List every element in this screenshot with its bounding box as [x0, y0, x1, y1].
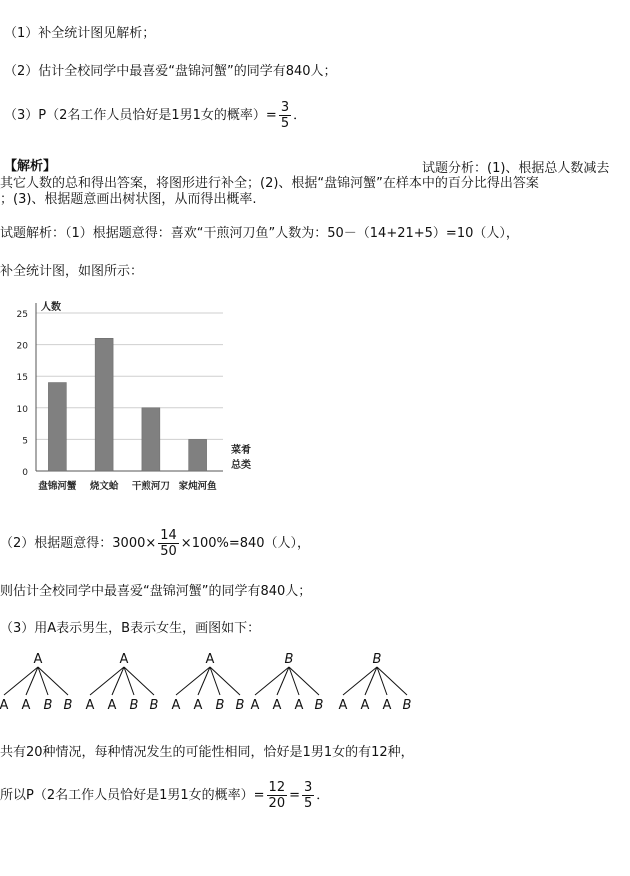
- bar: [48, 383, 66, 471]
- tree-branch: [112, 667, 124, 695]
- answer-2: （2）估计全校同学中最喜爱“盘锦河蟹”的同学有840人；: [4, 64, 337, 79]
- x-tick-label: 盘锦河蟹: [38, 481, 77, 492]
- y-tick-label: 5: [22, 436, 28, 447]
- fraction: $\frac{12}{20}$: [268, 780, 286, 811]
- tree-leaf-label: B: [149, 698, 159, 713]
- solution-6: 共有20种情况，每种情况发生的可能性相同，恰好是1男1女的有12种，: [0, 745, 414, 760]
- tree-root-label: A: [33, 652, 43, 667]
- y-axis-label: 人数: [41, 302, 61, 313]
- tree-leaf-label: A: [338, 698, 348, 713]
- x-axis-label: 总类: [231, 460, 251, 471]
- tree-branch: [277, 667, 289, 695]
- tree-leaf-label: A: [107, 698, 117, 713]
- solution-2: 补全统计图，如图所示：: [0, 264, 144, 279]
- solution-3: （2）根据题意得：3000× $\frac{14}{50}$ ×100%=840（人），: [0, 528, 311, 559]
- answer-3-text: （3）P（2名工作人员恰好是1男1女的概率）=: [4, 108, 277, 123]
- bar: [189, 439, 207, 471]
- tree-root-label: A: [119, 652, 129, 667]
- x-tick-label: 烧文蛤: [89, 481, 119, 492]
- tree-root-label: B: [284, 652, 294, 667]
- solution-4: 则估计全校同学中最喜爱“盘锦河蟹”的同学有840人；: [0, 584, 312, 599]
- solution-7: 所以P（2名工作人员恰好是1男1女的概率）= $\frac{12}{20}$ = $\frac{3}{5}$ ．: [0, 780, 330, 811]
- tree-leaf-label: A: [360, 698, 370, 713]
- analysis-line-3: ；(3)、根据题意画出树状图，从而得出概率.: [0, 192, 257, 207]
- tree-leaf-label: A: [250, 698, 260, 713]
- tree-leaf-label: A: [193, 698, 203, 713]
- tree-leaf-label: A: [171, 698, 181, 713]
- tree-branch: [198, 667, 210, 695]
- fraction: $\frac{3}{5}$: [304, 780, 313, 811]
- tree-leaf-label: B: [314, 698, 324, 713]
- answer-3: （3）P（2名工作人员恰好是1男1女的概率）= $\frac{3}{5}$ ．: [4, 100, 307, 131]
- tree-leaf-label: B: [215, 698, 225, 713]
- tree-leaf-label: A: [382, 698, 392, 713]
- fraction: $\frac{14}{50}$: [160, 528, 177, 559]
- tree-branch: [90, 667, 124, 695]
- tree-branch: [365, 667, 377, 695]
- bar-chart: [0, 295, 270, 500]
- tree-leaf-label: A: [0, 698, 9, 713]
- x-axis-label: 菜肴: [231, 445, 251, 456]
- tree-leaf-label: A: [272, 698, 282, 713]
- tree-root-label: A: [205, 652, 215, 667]
- tree-leaf-label: A: [294, 698, 304, 713]
- y-tick-label: 20: [16, 341, 28, 352]
- tree-leaf-label: B: [63, 698, 73, 713]
- tree-branch: [343, 667, 377, 695]
- y-tick-label: 15: [16, 373, 28, 384]
- y-tick-label: 25: [16, 310, 28, 320]
- bar: [95, 338, 113, 471]
- x-tick-label: 家炖河鱼: [178, 481, 217, 492]
- tree-branch: [26, 667, 38, 695]
- y-tick-label: 0: [22, 468, 28, 478]
- solution-1: 试题解析：（1）根据题意得：喜欢“干煎河刀鱼”人数为：50－（14+21+5）=10（人），: [0, 226, 519, 241]
- tree-branch: [255, 667, 289, 695]
- x-tick-label: 干煎河刀: [131, 481, 170, 492]
- bar: [142, 408, 160, 471]
- tree-leaf-label: B: [235, 698, 245, 713]
- answer-1: （1）补全统计图见解析；: [4, 26, 156, 41]
- tree-branch: [176, 667, 210, 695]
- tree-leaf-label: B: [43, 698, 53, 713]
- tree-branch: [4, 667, 38, 695]
- analysis-tag: 【解析】: [4, 159, 57, 174]
- analysis-head: 试题分析：(1)、根据总人数减去: [422, 161, 610, 176]
- fraction: $\frac{3}{5}$: [280, 100, 290, 131]
- solution-5: （3）用A表示男生，B表示女生，画图如下：: [0, 621, 261, 636]
- tree-leaf-label: B: [402, 698, 412, 713]
- tree-root-label: B: [372, 652, 382, 667]
- tree-diagram: [0, 645, 430, 725]
- y-tick-label: 10: [16, 404, 28, 415]
- tree-leaf-label: A: [85, 698, 95, 713]
- tree-leaf-label: B: [129, 698, 139, 713]
- tree-leaf-label: A: [21, 698, 31, 713]
- analysis-line-2: 其它人数的总和得出答案，将图形进行补全；(2)、根据“盘锦河蟹”在样本中的百分比得出答案: [0, 176, 539, 191]
